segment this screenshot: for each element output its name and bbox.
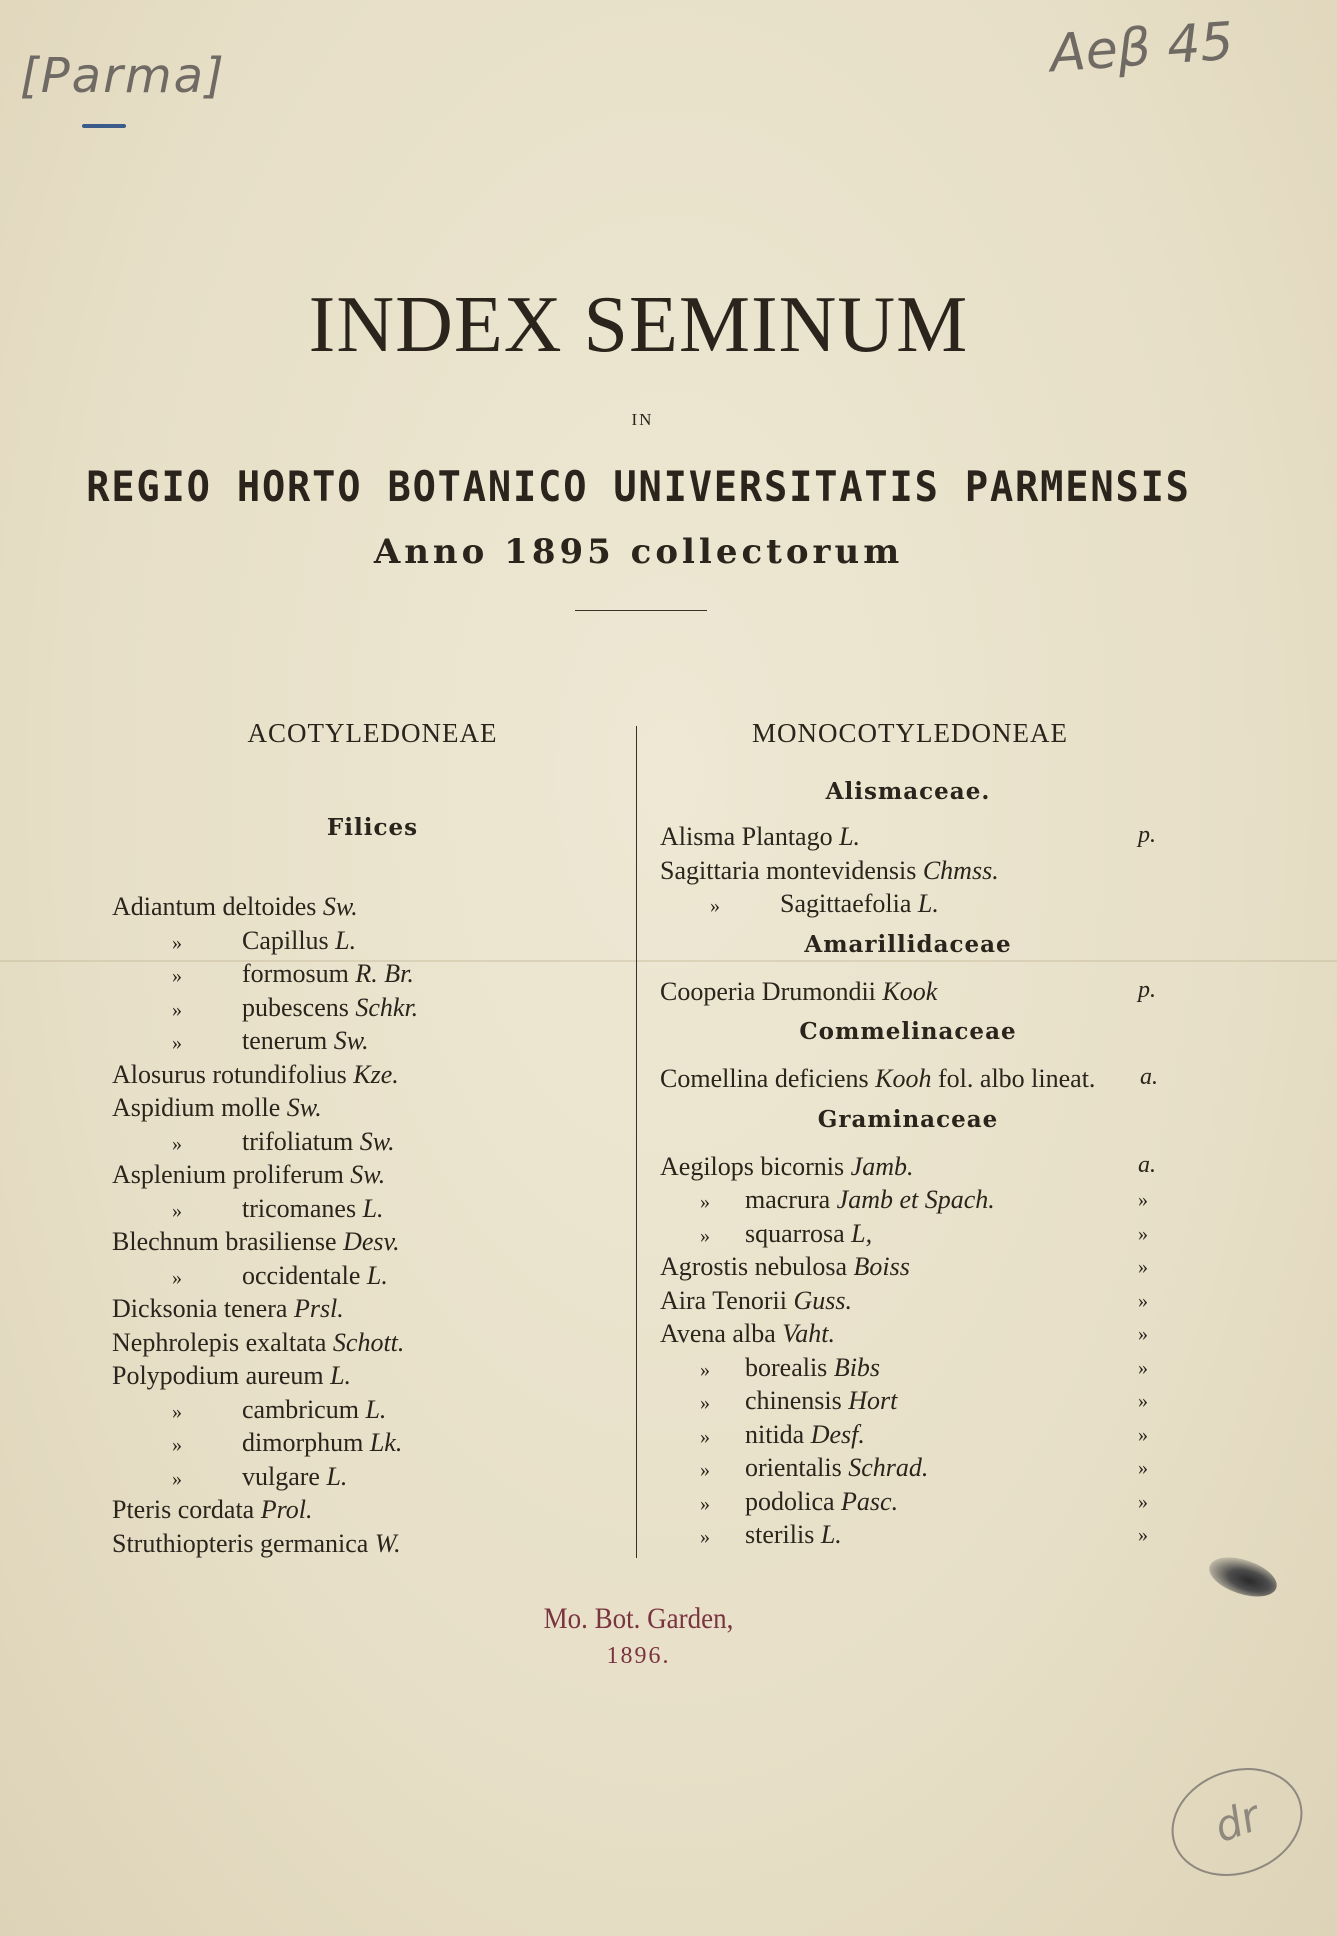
library-stamp: Mo. Bot. Garden, bbox=[543, 1602, 734, 1635]
handwritten-parma-note: [Parma] bbox=[20, 48, 226, 104]
duration-mark: » bbox=[1138, 1222, 1148, 1245]
list-item bbox=[660, 1351, 880, 1387]
species-name: Dicksonia tenera bbox=[112, 1294, 288, 1323]
ditto-mark: » bbox=[700, 1392, 710, 1414]
species-author: Desv. bbox=[343, 1227, 400, 1256]
species-name: formosum bbox=[242, 959, 349, 988]
list-item bbox=[660, 1518, 842, 1554]
ditto-mark: » bbox=[700, 1191, 710, 1213]
species-name: Blechnum brasiliense bbox=[112, 1227, 337, 1256]
species-author: Kooh bbox=[875, 1064, 932, 1093]
list-item bbox=[112, 1393, 386, 1429]
duration-mark: » bbox=[1138, 1256, 1148, 1278]
species-author: Jamb. bbox=[850, 1151, 914, 1181]
list-item bbox=[112, 1527, 401, 1560]
species-author: Bibs bbox=[833, 1352, 881, 1382]
species-author: L. bbox=[365, 1394, 387, 1424]
list-item bbox=[112, 1359, 351, 1392]
institution-name: REGIO HORTO BOTANICO UNIVERSITATIS PARMENSIS bbox=[86, 462, 1191, 511]
family-heading: Graminaceae bbox=[817, 1105, 999, 1133]
species-author: L. bbox=[330, 1361, 352, 1390]
species-author: Guss. bbox=[793, 1285, 852, 1315]
species-name: tricomanes bbox=[242, 1193, 357, 1223]
ditto-mark: » bbox=[700, 1358, 710, 1381]
species-name: Sagittaria montevidensis bbox=[660, 855, 917, 885]
species-name: occidentale bbox=[242, 1260, 361, 1290]
species-author: Sw. bbox=[333, 1026, 369, 1055]
species-author: Boiss bbox=[853, 1252, 910, 1281]
ditto-mark: » bbox=[700, 1224, 710, 1247]
duration-mark: » bbox=[1138, 1356, 1148, 1379]
column-divider bbox=[636, 726, 637, 1558]
species-name: Nephrolepis exaltata bbox=[112, 1327, 327, 1357]
duration-mark: » bbox=[1138, 1323, 1148, 1345]
species-name: Struthiopteris germanica bbox=[112, 1528, 369, 1558]
ditto-mark: » bbox=[172, 1467, 182, 1490]
duration-mark: » bbox=[1138, 1289, 1148, 1312]
family-heading: Commelinaceae bbox=[799, 1018, 1017, 1045]
species-name: pubescens bbox=[242, 992, 349, 1022]
list-item bbox=[112, 1259, 388, 1295]
list-item bbox=[660, 1384, 897, 1420]
group-heading-filices: Filices bbox=[326, 814, 419, 841]
species-author: L. bbox=[366, 1260, 388, 1290]
list-item bbox=[660, 1217, 872, 1253]
species-name: macrura bbox=[745, 1185, 831, 1214]
species-author: Schrad. bbox=[848, 1453, 929, 1482]
species-name: squarrosa bbox=[745, 1218, 845, 1248]
species-author: Chmss. bbox=[922, 855, 999, 885]
species-author: Sw. bbox=[322, 892, 358, 921]
list-item bbox=[112, 1460, 347, 1496]
title-preposition: IN bbox=[631, 410, 654, 429]
family-heading: Alismaceae. bbox=[825, 778, 991, 805]
list-item bbox=[112, 957, 414, 993]
duration-mark: » bbox=[1138, 1524, 1148, 1546]
species-name: Avena alba bbox=[660, 1319, 776, 1348]
duration-mark: » bbox=[1138, 1490, 1148, 1513]
list-item bbox=[112, 1058, 399, 1091]
list-item bbox=[660, 1183, 995, 1219]
species-name: borealis bbox=[745, 1352, 828, 1382]
ink-smudge bbox=[1204, 1550, 1281, 1604]
species-name: Pteris cordata bbox=[112, 1495, 255, 1524]
handwritten-corner-mark: dr bbox=[1156, 1750, 1317, 1894]
species-author: L. bbox=[335, 925, 357, 955]
list-item bbox=[112, 1225, 400, 1258]
ditto-mark: » bbox=[172, 1032, 182, 1054]
duration-mark: » bbox=[1138, 1457, 1148, 1479]
species-author: Jamb et Spach. bbox=[836, 1185, 995, 1214]
species-author: Kze. bbox=[353, 1059, 399, 1089]
ditto-mark: » bbox=[700, 1425, 710, 1448]
species-name: Comellina deficiens bbox=[660, 1064, 869, 1093]
species-name: vulgare bbox=[242, 1461, 320, 1491]
species-name: tenerum bbox=[242, 1026, 328, 1055]
ditto-mark: » bbox=[172, 965, 182, 987]
species-author: Hort bbox=[848, 1386, 898, 1415]
list-item bbox=[112, 1125, 395, 1161]
list-item bbox=[660, 1485, 898, 1521]
ditto-mark: » bbox=[710, 895, 720, 917]
species-name: sterilis bbox=[745, 1520, 815, 1549]
species-author: Schott. bbox=[332, 1327, 405, 1357]
species-note: fol. albo lineat. bbox=[938, 1064, 1096, 1093]
left-column-heading: ACOTYLEDONEAE bbox=[247, 718, 498, 748]
species-author: R. Br. bbox=[355, 959, 414, 988]
list-item bbox=[112, 1292, 344, 1325]
document-title: INDEX SEMINUM bbox=[308, 281, 969, 369]
list-item bbox=[660, 975, 937, 1008]
ditto-mark: » bbox=[700, 1459, 710, 1481]
duration-mark: a. bbox=[1138, 1151, 1156, 1178]
species-author: L. bbox=[917, 889, 939, 918]
species-author: Sw. bbox=[350, 1160, 386, 1189]
list-item bbox=[660, 1150, 913, 1183]
species-author: Sw. bbox=[286, 1093, 322, 1122]
species-author: L. bbox=[820, 1520, 842, 1549]
list-item bbox=[660, 854, 999, 887]
list-item bbox=[112, 1426, 402, 1462]
list-item bbox=[112, 1024, 369, 1060]
species-author: Vaht. bbox=[782, 1319, 835, 1348]
list-item bbox=[660, 820, 860, 853]
species-author: W. bbox=[374, 1528, 401, 1558]
species-name: nitida bbox=[745, 1419, 805, 1449]
collection-year-line: Anno 1895 collectorum bbox=[373, 532, 904, 572]
library-stamp-year: 1896. bbox=[606, 1643, 671, 1669]
ditto-mark: » bbox=[700, 1526, 710, 1548]
title-divider-rule bbox=[575, 610, 707, 611]
list-item bbox=[660, 887, 939, 923]
ditto-mark: » bbox=[172, 1400, 182, 1423]
species-author: L. bbox=[362, 1193, 384, 1223]
species-name: Polypodium aureum bbox=[112, 1361, 324, 1390]
species-name: podolica bbox=[745, 1486, 835, 1516]
ditto-mark: » bbox=[172, 1199, 182, 1222]
species-name: Alisma Plantago bbox=[660, 822, 833, 851]
list-item bbox=[660, 1317, 835, 1350]
list-item bbox=[112, 1192, 384, 1228]
species-name: cambricum bbox=[242, 1394, 359, 1424]
ditto-mark: » bbox=[700, 1492, 710, 1515]
list-item bbox=[112, 1158, 385, 1191]
species-author: Desf. bbox=[810, 1419, 865, 1449]
species-name: Aira Tenorii bbox=[660, 1285, 787, 1315]
ditto-mark: » bbox=[172, 931, 182, 954]
ditto-mark: » bbox=[172, 1266, 182, 1289]
species-name: trifoliatum bbox=[242, 1126, 354, 1156]
duration-mark: p. bbox=[1138, 822, 1156, 848]
list-item bbox=[112, 1326, 404, 1359]
species-name: chinensis bbox=[745, 1386, 842, 1415]
species-name: Aegilops bicornis bbox=[660, 1151, 845, 1181]
species-name: Agrostis nebulosa bbox=[660, 1252, 848, 1281]
species-name: orientalis bbox=[745, 1453, 842, 1482]
duration-mark: » bbox=[1138, 1189, 1148, 1211]
species-author: Lk. bbox=[369, 1428, 403, 1457]
list-item bbox=[112, 890, 358, 923]
species-name: Cooperia Drumondii bbox=[660, 976, 876, 1006]
list-item bbox=[112, 1493, 313, 1526]
species-name: Adiantum deltoides bbox=[112, 892, 317, 921]
list-item bbox=[660, 1451, 928, 1487]
family-heading: Amarillidaceae bbox=[804, 930, 1012, 958]
species-name: Capillus bbox=[242, 925, 329, 955]
duration-mark: p. bbox=[1138, 976, 1156, 1003]
species-author: Prsl. bbox=[293, 1294, 344, 1323]
list-item bbox=[660, 1250, 910, 1283]
species-author: Sw. bbox=[359, 1126, 395, 1156]
species-name: Aspidium molle bbox=[112, 1093, 281, 1122]
species-name: Asplenium proliferum bbox=[112, 1160, 344, 1189]
handwritten-shelfmark: Aeβ 45 bbox=[1048, 11, 1236, 85]
right-column-heading: MONOCOTYLEDONEAE bbox=[752, 718, 1068, 748]
species-name: Alosurus rotundifolius bbox=[112, 1059, 347, 1089]
ditto-mark: » bbox=[172, 1132, 182, 1155]
species-author: Kook bbox=[882, 976, 938, 1006]
list-item bbox=[112, 1091, 322, 1124]
duration-mark: a. bbox=[1140, 1064, 1158, 1090]
species-author: L, bbox=[851, 1218, 873, 1248]
ditto-mark: » bbox=[172, 1434, 182, 1456]
species-author: L. bbox=[326, 1461, 348, 1491]
ditto-mark: » bbox=[172, 998, 182, 1021]
duration-mark: » bbox=[1138, 1390, 1148, 1412]
species-author: Prol. bbox=[260, 1495, 313, 1524]
species-name: dimorphum bbox=[242, 1428, 364, 1457]
list-item bbox=[660, 1284, 852, 1317]
list-item bbox=[112, 924, 356, 960]
handwritten-underline bbox=[82, 124, 126, 128]
species-name: Sagittaefolia bbox=[780, 889, 912, 918]
duration-mark: » bbox=[1138, 1423, 1148, 1446]
list-item bbox=[660, 1062, 1095, 1095]
species-author: L. bbox=[839, 822, 861, 851]
species-author: Pasc. bbox=[841, 1486, 899, 1516]
species-author: Schkr. bbox=[355, 992, 419, 1022]
list-item bbox=[660, 1418, 865, 1454]
list-item bbox=[112, 991, 418, 1027]
